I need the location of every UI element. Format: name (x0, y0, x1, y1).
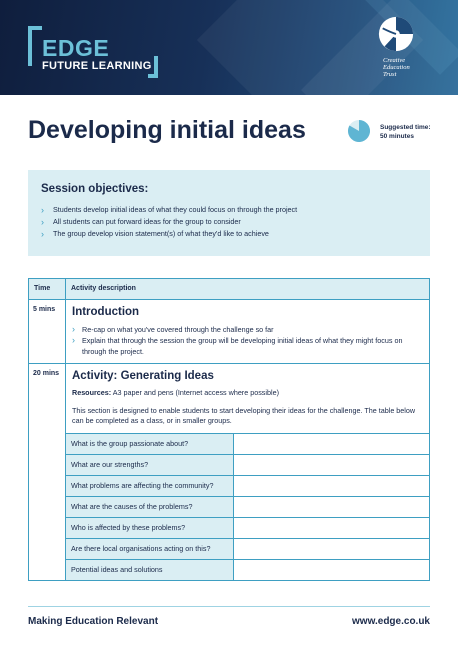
chevron-right-icon: › (41, 229, 44, 239)
list-item (72, 324, 423, 335)
edge-logo-subtext: FUTURE LEARNING (42, 60, 152, 72)
list-item-text: Re-cap on what you've covered through the challenge so far (82, 325, 274, 334)
chevron-right-icon: › (72, 335, 75, 345)
ideas-answer-cell[interactable] (233, 475, 429, 496)
ideas-answer-cell[interactable] (233, 538, 429, 559)
list-item-text: Explain that through the session the group will be developing initial ideas of what they might focus on through the project. (82, 336, 403, 356)
ideas-table (66, 433, 429, 581)
ideas-question: What are our strengths? (66, 454, 233, 475)
ideas-row (66, 538, 429, 559)
table-row (29, 363, 429, 580)
session-objectives-box (28, 170, 430, 256)
row-description (66, 300, 429, 363)
table-header-row (29, 279, 429, 299)
ideas-row (66, 559, 429, 580)
header-time: Time (29, 279, 66, 299)
resources-label: Resources: (72, 388, 112, 397)
creative-education-trust-logo-icon (377, 14, 415, 54)
ideas-answer-cell[interactable] (233, 517, 429, 538)
suggested-time-value: 50 minutes (380, 133, 414, 140)
chevron-right-icon: › (41, 205, 44, 215)
row-description (66, 364, 429, 580)
ideas-question: Are there local organisations acting on this? (66, 538, 233, 559)
edge-logo-text: EDGE (42, 35, 110, 61)
logo-bracket-icon (28, 26, 42, 66)
objectives-title: Session objectives: (41, 183, 149, 195)
objective-text: The group develop vision statement(s) of what they'd like to achieve (53, 229, 269, 238)
objective-item (41, 228, 417, 240)
ideas-answer-cell[interactable] (233, 433, 429, 454)
suggested-time-label: Suggested time: (380, 124, 431, 131)
partner-logo-text (383, 57, 433, 78)
ideas-answer-cell[interactable] (233, 559, 429, 580)
objective-item (41, 204, 417, 216)
chevron-right-icon: › (72, 324, 75, 334)
ideas-question: Potential ideas and solutions (66, 559, 233, 580)
row-time: 20 mins (29, 364, 66, 580)
ideas-row (66, 496, 429, 517)
activity-table (28, 278, 430, 581)
page-title: Developing initial ideas (28, 116, 306, 144)
section-title: Activity: Generating Ideas (72, 370, 214, 382)
activity-description: This section is designed to enable students to start developing their ideas for the challenge. The table below can be completed as a class, or in smaller groups. (72, 405, 416, 425)
ideas-row (66, 475, 429, 496)
clock-pie-icon (347, 119, 371, 143)
objective-text: All students can put forward ideas for the group to consider (53, 217, 241, 226)
header-banner (0, 0, 458, 95)
partner-logo-line: Creative (383, 57, 406, 64)
list-item (72, 335, 423, 357)
ideas-row (66, 454, 429, 475)
footer-divider (28, 606, 430, 607)
suggested-time (380, 123, 431, 141)
ideas-question: What problems are affecting the community? (66, 475, 233, 496)
ideas-answer-cell[interactable] (233, 496, 429, 517)
row-time: 5 mins (29, 300, 66, 363)
table-row (29, 299, 429, 363)
ideas-question: Who is affected by these problems? (66, 517, 233, 538)
objective-item (41, 216, 417, 228)
chevron-right-icon: › (41, 217, 44, 227)
partner-logo-line: Education (383, 64, 410, 71)
footer-tagline: Making Education Relevant (28, 616, 159, 627)
objective-text: Students develop initial ideas of what they could focus on through the project (53, 205, 298, 214)
ideas-question: What are the causes of the problems? (66, 496, 233, 517)
resources-line (72, 388, 423, 399)
footer-website-link[interactable]: www.edge.co.uk (352, 616, 430, 627)
partner-logo-line: Trust (383, 71, 397, 78)
section-title: Introduction (72, 306, 140, 318)
header-activity: Activity description (71, 285, 136, 292)
ideas-row (66, 517, 429, 538)
ideas-answer-cell[interactable] (233, 454, 429, 475)
resources-text: A3 paper and pens (Internet access where possible) (111, 388, 279, 397)
ideas-question: What is the group passionate about? (66, 433, 233, 454)
ideas-row (66, 433, 429, 454)
